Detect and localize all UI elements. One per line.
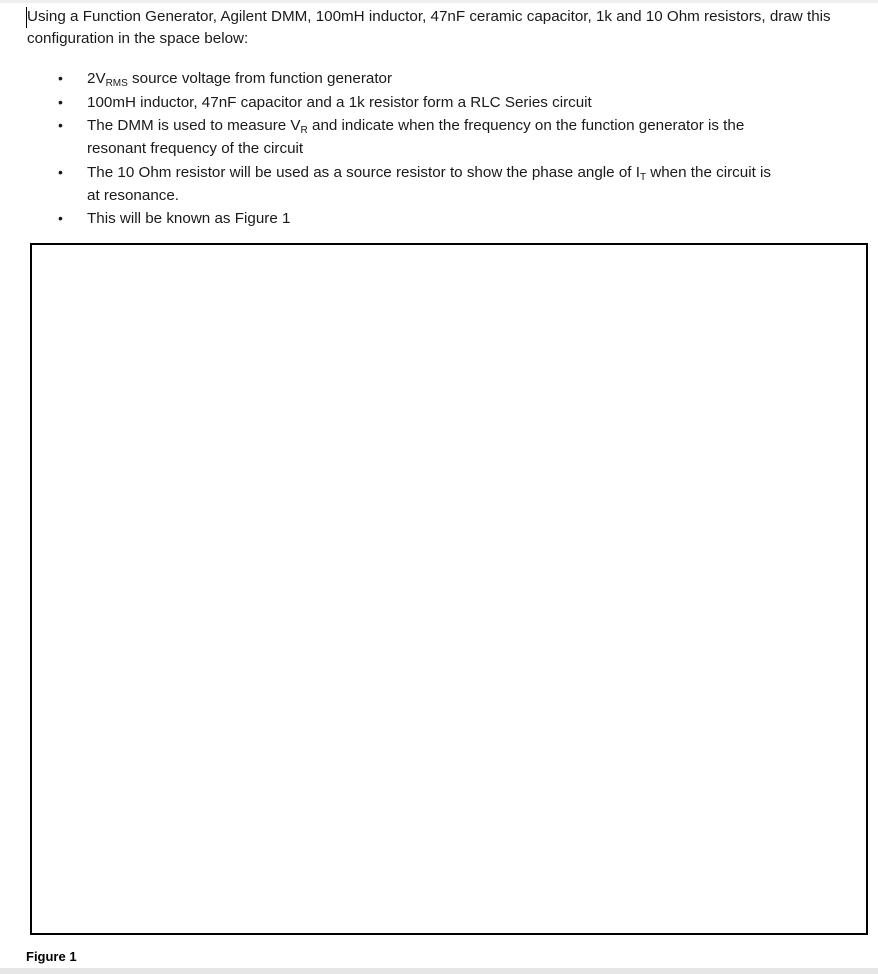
page-bottom-edge — [0, 968, 878, 974]
list-item[interactable] — [0, 161, 787, 207]
bullet-icon: • — [58, 70, 63, 86]
list-item[interactable] — [0, 207, 787, 230]
figure-caption: Figure 1 — [26, 949, 77, 964]
list-item[interactable] — [0, 91, 787, 114]
subscript: T — [639, 171, 647, 183]
bullet-text-prefix: 2V — [87, 70, 106, 87]
bullet-icon: • — [58, 163, 63, 180]
bullet-text-suffix: source voltage from function generator — [127, 70, 393, 87]
bullet-text: 100mH inductor, 47nF capacitor and a 1k resistor form a RLC Series circuit — [87, 93, 592, 111]
page-top-edge — [0, 0, 878, 3]
subscript: RMS — [105, 78, 128, 89]
bullet-text-prefix: The DMM is used to measure V — [87, 117, 301, 134]
bullet-icon: • — [58, 93, 63, 110]
bullet-icon: • — [58, 117, 63, 133]
bullet-text-prefix: The 10 Ohm resistor will be used as a source resistor to show the phase angle of I — [87, 163, 640, 181]
list-item[interactable] — [0, 114, 787, 160]
list-item[interactable] — [0, 67, 787, 90]
figure-drawing-area[interactable] — [30, 243, 868, 935]
bullet-text-suffix: when the circuit is at resonance. — [87, 163, 771, 204]
intro-paragraph[interactable]: Using a Function Generator, Agilent DMM, 100mH inductor, 47nF ceramic capacitor, 1k and 10 Ohm resistors, draw this configuration in the space below: — [27, 8, 831, 47]
requirements-list — [0, 67, 878, 231]
bullet-text-suffix: and indicate when the frequency on the function generator is the resonant frequency of the circuit — [87, 117, 745, 157]
bullet-text: This will be known as Figure 1 — [87, 210, 291, 227]
subscript: R — [300, 125, 308, 136]
bullet-icon: • — [58, 210, 63, 226]
